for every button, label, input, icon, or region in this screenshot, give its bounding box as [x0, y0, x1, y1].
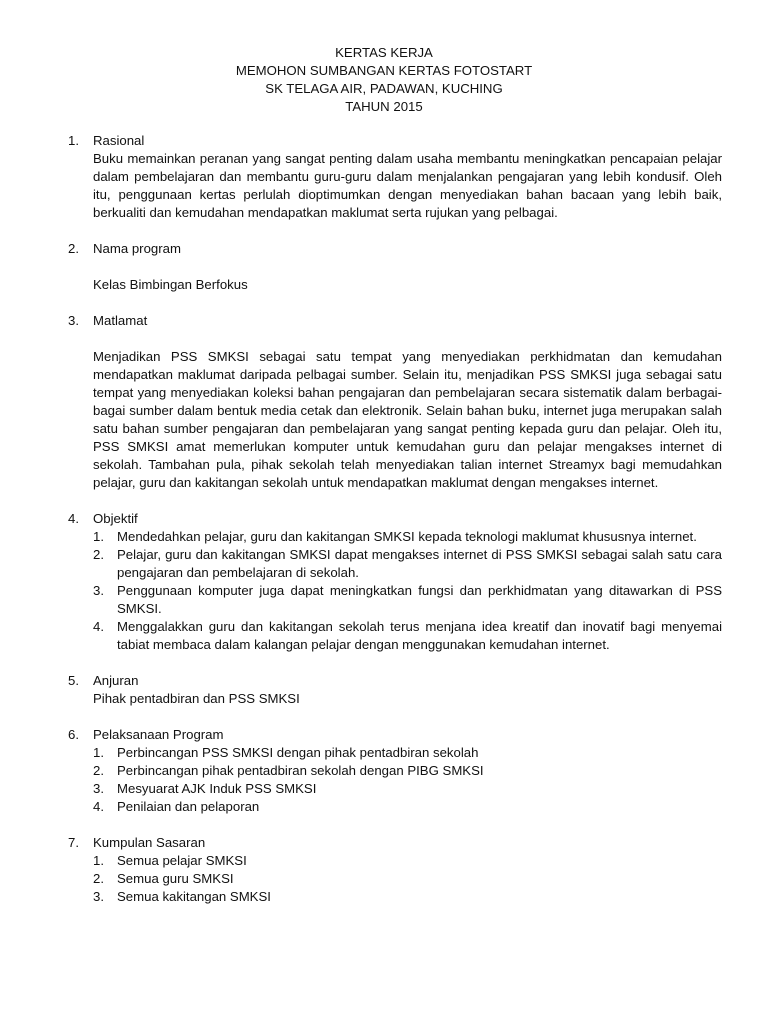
- section-paragraph: Kelas Bimbingan Berfokus: [93, 277, 248, 292]
- section-number: 7.: [68, 835, 79, 850]
- objective-list: [93, 528, 722, 654]
- list-item-number: 1.: [93, 745, 104, 760]
- section-paragraph: Menjadikan PSS SMKSI sebagai satu tempat yang menyediakan perkhidmatan dan kemudahan mendapatkan maklumat daripada pelbagai sumber. Selain itu, menjadikan PSS SMKSI juga sebagai satu tempat yang menyediakan koleksi bahan pengajaran dan pembelajaran secara sistematik dalam berbagai-bagai sumber dalam bentuk media cetak dan elektronik. Selain bahan buku, internet juga merupakan salah satu bahan sumber pengajaran dan pembelajaran yang sangat penting kepada guru dan pelajar. Oleh itu, PSS SMKSI amat memerlukan komputer untuk kemudahan guru dan pelajar mengakses internet di sekolah. Tambahan pula, pihak sekolah telah menyediakan talian internet Streamyx bagi memudahkan pelajar, guru dan kakitangan sekolah untuk mendapatkan maklumat dengan mengakses internet.: [93, 349, 722, 490]
- section-heading: Kumpulan Sasaran: [93, 835, 206, 850]
- header-year: TAHUN 2015: [345, 99, 423, 114]
- section-kumpulan-sasaran: [68, 834, 722, 906]
- list-item-number: 2.: [93, 547, 104, 562]
- list-item-number: 1.: [93, 529, 104, 544]
- header-title: KERTAS KERJA: [335, 45, 433, 60]
- document-header: [0, 44, 768, 116]
- list-item-text: Mesyuarat AJK Induk PSS SMKSI: [117, 781, 317, 796]
- section-number: 5.: [68, 673, 79, 688]
- list-item: [93, 762, 722, 780]
- list-item: [93, 852, 722, 870]
- list-item-text: Semua pelajar SMKSI: [117, 853, 247, 868]
- list-item-number: 3.: [93, 889, 104, 904]
- section-paragraph: Pihak pentadbiran dan PSS SMKSI: [93, 691, 300, 706]
- section-heading: Anjuran: [93, 673, 139, 688]
- section-number: 1.: [68, 133, 79, 148]
- section-paragraph: Buku memainkan peranan yang sangat penting dalam usaha membantu meningkatkan pencapaian pelajar dalam pembelajaran dan membantu guru-guru dalam menjalankan pengajaran yang lebih kondusif. Oleh itu, penggunaan kertas perlulah dioptimumkan dengan menyediakan bahan bacaan yang lebih baik, berkualiti dan kemudahan mendapatkan maklumat serta rujukan yang pelbagai.: [93, 151, 722, 220]
- section-matlamat: [68, 312, 722, 492]
- section-anjuran: [68, 672, 722, 708]
- section-rasional: [68, 132, 722, 222]
- list-item: [93, 546, 722, 582]
- section-heading: Objektif: [93, 511, 138, 526]
- list-item-text: Menggalakkan guru dan kakitangan sekolah terus menjana idea kreatif dan inovatif bagi menyemai tabiat membaca dalam kalangan pelajar dengan menggunakan kemudahan internet.: [117, 619, 722, 652]
- list-item: [93, 870, 722, 888]
- header-school: SK TELAGA AIR, PADAWAN, KUCHING: [265, 81, 503, 96]
- header-subject: MEMOHON SUMBANGAN KERTAS FOTOSTART: [235, 63, 533, 78]
- section-pelaksanaan-program: [68, 726, 722, 816]
- list-item-number: 4.: [93, 799, 104, 814]
- list-item-number: 3.: [93, 781, 104, 796]
- list-item-text: Perbincangan PSS SMKSI dengan pihak pentadbiran sekolah: [117, 745, 479, 760]
- list-item-number: 2.: [93, 763, 104, 778]
- list-item-text: Semua kakitangan SMKSI: [117, 889, 271, 904]
- list-item-text: Pelajar, guru dan kakitangan SMKSI dapat mengakses internet di PSS SMKSI sebagai salah satu cara pengajaran dan pembelajaran di sekolah.: [117, 547, 722, 580]
- section-objektif: [68, 510, 722, 654]
- list-item-number: 2.: [93, 871, 104, 886]
- section-heading: Pelaksanaan Program: [93, 727, 224, 742]
- section-number: 2.: [68, 241, 79, 256]
- list-item: [93, 888, 722, 906]
- section-heading: Rasional: [93, 133, 145, 148]
- section-heading: Matlamat: [93, 313, 148, 328]
- list-item-text: Perbincangan pihak pentadbiran sekolah dengan PIBG SMKSI: [117, 763, 484, 778]
- list-item: [93, 780, 722, 798]
- target-group-list: [93, 852, 722, 906]
- list-item: [93, 528, 722, 546]
- list-item: [93, 744, 722, 762]
- list-item: [93, 582, 722, 618]
- section-number: 6.: [68, 727, 79, 742]
- list-item-number: 3.: [93, 583, 104, 598]
- list-item-text: Semua guru SMKSI: [117, 871, 234, 886]
- list-item: [93, 618, 722, 654]
- section-number: 4.: [68, 511, 79, 526]
- section-number: 3.: [68, 313, 79, 328]
- section-nama-program: [68, 240, 722, 294]
- list-item: [93, 798, 722, 816]
- list-item-number: 4.: [93, 619, 104, 634]
- list-item-text: Penilaian dan pelaporan: [117, 799, 260, 814]
- list-item-text: Penggunaan komputer juga dapat meningkatkan fungsi dan perkhidmatan yang ditawarkan di PSS SMKSI.: [117, 583, 722, 616]
- document-body: [68, 132, 722, 924]
- section-heading: Nama program: [93, 241, 181, 256]
- list-item-number: 1.: [93, 853, 104, 868]
- list-item-text: Mendedahkan pelajar, guru dan kakitangan SMKSI kepada teknologi maklumat khususnya internet.: [117, 529, 697, 544]
- implementation-list: [93, 744, 722, 816]
